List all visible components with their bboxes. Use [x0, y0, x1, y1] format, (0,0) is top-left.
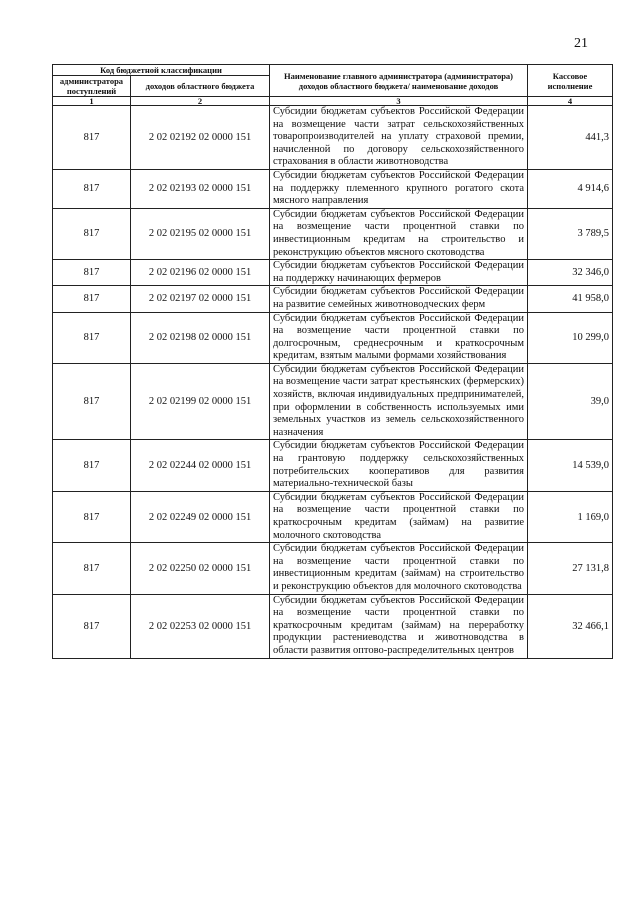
amount-cell: 32 346,0	[528, 260, 613, 286]
header-admin: администратора поступлений	[53, 76, 131, 97]
amount-cell: 32 466,1	[528, 594, 613, 658]
revenue-code-cell: 2 02 02196 02 0000 151	[131, 260, 270, 286]
table-row	[53, 260, 613, 286]
table-row	[53, 106, 613, 170]
header-row-top	[53, 65, 613, 76]
table-row	[53, 169, 613, 208]
revenue-name-cell: Субсидии бюджетам субъектов Российской Федерации на возмещение части затрат крестьянских (фермерских) хозяйств, включая индивидуальных предпринимателей, при оформлении в собственность используемых ими земельных участков из земель сельскохозяйственного назначения	[270, 363, 528, 440]
revenue-name-cell: Субсидии бюджетам субъектов Российской Федерации на развитие семейных животноводческих ферм	[270, 286, 528, 312]
admin-code-cell: 817	[53, 169, 131, 208]
revenue-name-cell: Субсидии бюджетам субъектов Российской Федерации на возмещение части процентной ставки по долгосрочным, среднесрочным и краткосрочным кредитам, взятым малыми формами хозяйствования	[270, 312, 528, 363]
header-num-2: 2	[131, 97, 270, 106]
revenue-code-cell: 2 02 02244 02 0000 151	[131, 440, 270, 491]
amount-cell: 14 539,0	[528, 440, 613, 491]
admin-code-cell: 817	[53, 543, 131, 594]
table-row	[53, 208, 613, 259]
amount-cell: 441,3	[528, 106, 613, 170]
revenue-code-cell: 2 02 02192 02 0000 151	[131, 106, 270, 170]
amount-cell: 10 299,0	[528, 312, 613, 363]
header-classification: Код бюджетной классификации	[53, 65, 270, 76]
page-number: 21	[574, 36, 588, 51]
table-row	[53, 543, 613, 594]
header-name: Наименование главного администратора (администратора) доходов областного бюджета/ наименование доходов	[270, 65, 528, 97]
revenue-code-cell: 2 02 02250 02 0000 151	[131, 543, 270, 594]
admin-code-cell: 817	[53, 106, 131, 170]
amount-cell: 39,0	[528, 363, 613, 440]
revenue-name-cell: Субсидии бюджетам субъектов Российской Федерации на возмещение части процентной ставки по инвестиционным кредитам (займам) на строительство и реконструкцию объектов для молочного скотоводства	[270, 543, 528, 594]
admin-code-cell: 817	[53, 363, 131, 440]
header-num-3: 3	[270, 97, 528, 106]
header-amount: Кассовое исполнение	[528, 65, 613, 97]
table-row	[53, 363, 613, 440]
amount-cell: 1 169,0	[528, 491, 613, 542]
budget-revenue-table	[52, 64, 613, 659]
table-row	[53, 594, 613, 658]
admin-code-cell: 817	[53, 491, 131, 542]
table-row	[53, 440, 613, 491]
revenue-code-cell: 2 02 02253 02 0000 151	[131, 594, 270, 658]
table-row	[53, 312, 613, 363]
revenue-code-cell: 2 02 02197 02 0000 151	[131, 286, 270, 312]
table-row	[53, 286, 613, 312]
header-num-4: 4	[528, 97, 613, 106]
revenue-code-cell: 2 02 02195 02 0000 151	[131, 208, 270, 259]
admin-code-cell: 817	[53, 440, 131, 491]
revenue-name-cell: Субсидии бюджетам субъектов Российской Федерации на грантовую поддержку сельскохозяйственных потребительских кооперативов для развития материально-технической базы	[270, 440, 528, 491]
amount-cell: 4 914,6	[528, 169, 613, 208]
revenue-name-cell: Субсидии бюджетам субъектов Российской Федерации на возмещение части затрат сельскохозяйственных товаропроизводителей на уплату страховой премии, начисленной по договору сельскохозяйственного страхования в области животноводства	[270, 106, 528, 170]
revenue-name-cell: Субсидии бюджетам субъектов Российской Федерации на поддержку племенного крупного рогатого скота мясного направления	[270, 169, 528, 208]
amount-cell: 3 789,5	[528, 208, 613, 259]
admin-code-cell: 817	[53, 208, 131, 259]
revenue-code-cell: 2 02 02193 02 0000 151	[131, 169, 270, 208]
header-numbers-row	[53, 97, 613, 106]
admin-code-cell: 817	[53, 312, 131, 363]
admin-code-cell: 817	[53, 594, 131, 658]
revenue-code-cell: 2 02 02249 02 0000 151	[131, 491, 270, 542]
revenue-code-cell: 2 02 02199 02 0000 151	[131, 363, 270, 440]
header-num-1: 1	[53, 97, 131, 106]
header-code: доходов областного бюджета	[131, 76, 270, 97]
revenue-name-cell: Субсидии бюджетам субъектов Российской Федерации на поддержку начинающих фермеров	[270, 260, 528, 286]
amount-cell: 27 131,8	[528, 543, 613, 594]
admin-code-cell: 817	[53, 286, 131, 312]
amount-cell: 41 958,0	[528, 286, 613, 312]
revenue-name-cell: Субсидии бюджетам субъектов Российской Федерации на возмещение части процентной ставки по краткосрочным кредитам (займам) на переработку продукции растениеводства и животноводства в области развития оптово-распределительных центров	[270, 594, 528, 658]
admin-code-cell: 817	[53, 260, 131, 286]
table-row	[53, 491, 613, 542]
revenue-name-cell: Субсидии бюджетам субъектов Российской Федерации на возмещение части процентной ставки по краткосрочным кредитам (займам) на развитие молочного скотоводства	[270, 491, 528, 542]
revenue-name-cell: Субсидии бюджетам субъектов Российской Федерации на возмещение части процентной ставки по инвестиционным кредитам на строительство и реконструкцию объектов мясного скотоводства	[270, 208, 528, 259]
revenue-code-cell: 2 02 02198 02 0000 151	[131, 312, 270, 363]
